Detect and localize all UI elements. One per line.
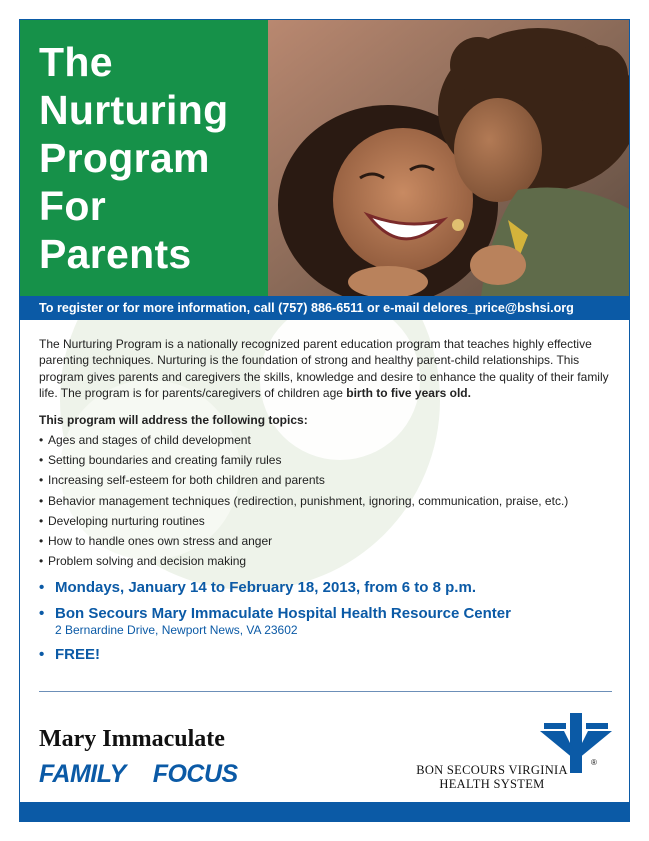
flyer	[19, 19, 630, 822]
main-content	[39, 336, 614, 664]
topic-text: Increasing self-esteem for both children and parents	[48, 473, 325, 488]
registered-mark: ®	[591, 758, 597, 767]
event-date-text: Mondays, January 14 to February 18, 2013, from 6 to 8 p.m.	[55, 579, 476, 597]
hero-title-line: Program	[39, 135, 210, 181]
bullet-icon: •	[39, 493, 44, 508]
photo-illustration	[268, 20, 630, 296]
bullet-icon: •	[39, 605, 45, 623]
event-date	[39, 578, 614, 597]
hero-title-block	[20, 20, 268, 296]
event-address: 2 Bernardine Drive, Newport News, VA 23602	[55, 623, 298, 638]
event-details	[39, 578, 614, 664]
list-item	[39, 470, 614, 490]
topic-text: Ages and stages of child development	[48, 433, 251, 448]
event-location-text: Bon Secours Mary Immaculate Hospital Health Resource Center	[55, 605, 511, 623]
event-cost	[39, 645, 614, 664]
event-location	[39, 604, 614, 623]
topic-text: Developing nurturing routines	[48, 513, 205, 528]
description-text: The Nurturing Program is a nationally recognized parent education program that teaches highly effective parenting techniques. Nurturing is the foundation of strong and healthy parent-child relationships. This program gives parents and caregivers the skills, knowledge and desire to enhance the quality of their family life. The program is for parents/caregivers of children age	[39, 337, 609, 401]
bullet-icon: •	[39, 453, 44, 468]
mary-immaculate-logo-text: Mary Immaculate	[39, 726, 225, 752]
list-item	[39, 450, 614, 470]
hero-banner	[20, 20, 630, 296]
bullet-icon: •	[39, 533, 44, 548]
topic-text: Behavior management techniques (redirection, punishment, ignoring, communication, praise, etc.)	[48, 493, 569, 508]
hero-title-line: The	[39, 39, 113, 85]
hero-title-line: Parents	[39, 231, 192, 277]
family-focus-word-1: FAMILY	[39, 760, 126, 788]
topic-text: Setting boundaries and creating family rules	[48, 453, 282, 468]
list-item	[39, 491, 614, 511]
divider	[39, 691, 612, 692]
family-focus-word-2: FOCUS	[152, 760, 238, 788]
bullet-icon: •	[39, 513, 44, 528]
mother-daughter-photo	[268, 20, 630, 296]
list-item	[39, 531, 614, 551]
bon-secours-line-1: BON SECOURS VIRGINIA	[416, 763, 568, 777]
bullet-icon: •	[39, 554, 44, 569]
hero-title-line: Nurturing	[39, 87, 229, 133]
bullet-icon: •	[39, 433, 44, 448]
bon-secours-line-2: HEALTH SYSTEM	[439, 777, 545, 791]
bullet-icon: •	[39, 646, 45, 664]
hero-title-line: For	[39, 183, 106, 229]
topics-list	[39, 430, 614, 571]
topic-text: How to handle ones own stress and anger	[48, 533, 273, 548]
bon-secours-logo-text	[392, 763, 592, 791]
list-item	[39, 551, 614, 571]
family-focus-logo	[39, 760, 238, 789]
bullet-icon: •	[39, 473, 44, 488]
footer-bar	[20, 802, 630, 822]
event-cost-text: FREE!	[55, 646, 100, 664]
topic-text: Problem solving and decision making	[48, 554, 247, 569]
list-item	[39, 430, 614, 450]
list-item	[39, 511, 614, 531]
description-paragraph	[39, 336, 614, 402]
contact-info-bar: To register or for more information, call (757) 886-6511 or e-mail delores_price@bshsi.org	[20, 296, 630, 320]
topics-heading: This program will address the following topics:	[39, 412, 308, 427]
description-emphasis: birth to five years old.	[346, 386, 471, 401]
bullet-icon: •	[39, 579, 45, 597]
